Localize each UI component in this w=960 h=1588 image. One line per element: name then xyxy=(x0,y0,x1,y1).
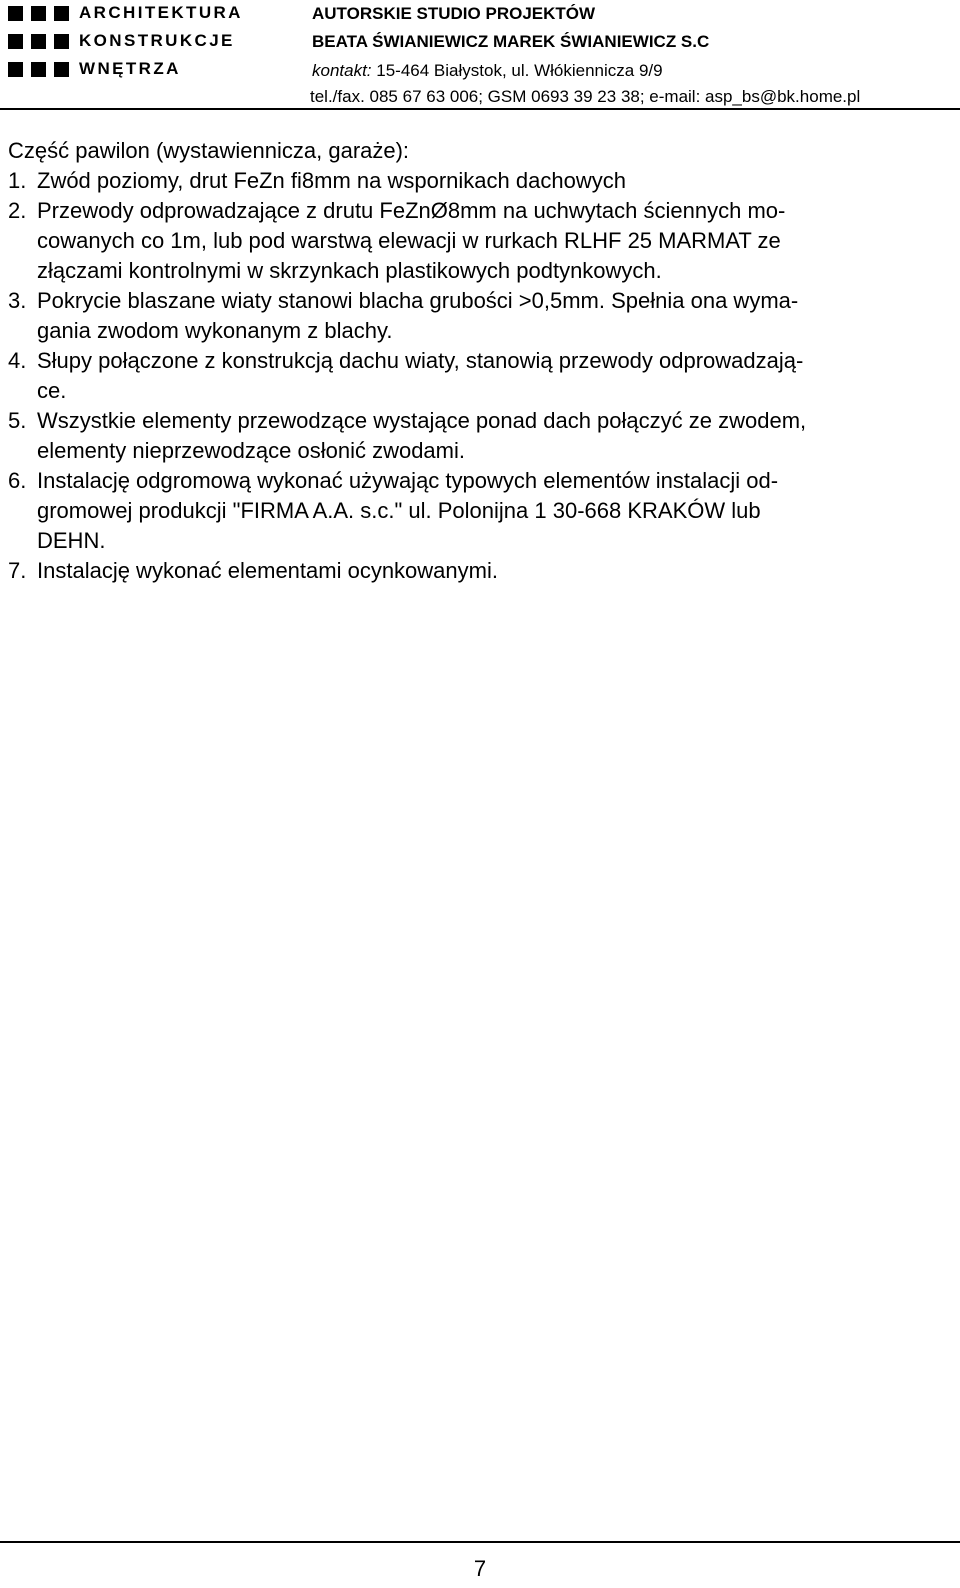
page-number: 7 xyxy=(473,1556,487,1581)
list-item xyxy=(8,286,948,346)
square-bullet-icon xyxy=(31,62,46,77)
square-bullet-icon xyxy=(54,62,69,77)
list-item-number: 5. xyxy=(8,408,27,433)
list-item xyxy=(8,556,948,586)
discipline-row-architecture xyxy=(8,4,243,22)
square-bullet-icon xyxy=(8,62,23,77)
square-bullet-icon xyxy=(54,34,69,49)
list-item-text xyxy=(37,346,948,406)
square-bullet-icon xyxy=(54,6,69,21)
discipline-row-construction xyxy=(8,32,235,50)
list-item-number: 2. xyxy=(8,198,27,223)
list-item-text xyxy=(37,286,948,346)
text-line: Instalację wykonać elementami ocynkowanymi. xyxy=(37,558,498,583)
square-bullet-icon xyxy=(8,34,23,49)
list-item xyxy=(8,346,948,406)
list-item xyxy=(8,406,948,466)
list-item-text xyxy=(37,166,948,196)
list-item-number: 6. xyxy=(8,468,27,493)
text-line: Pokrycie blaszane wiaty stanowi blacha grubości >0,5mm. Spełnia ona wyma- xyxy=(37,288,799,313)
list-item-number: 3. xyxy=(8,288,27,313)
studio-owners: BEATA ŚWIANIEWICZ MAREK ŚWIANIEWICZ S.C xyxy=(312,32,710,51)
contact-label: kontakt: xyxy=(312,61,372,80)
studio-name: AUTORSKIE STUDIO PROJEKTÓW xyxy=(312,4,596,23)
header-divider xyxy=(0,108,960,110)
discipline-label: ARCHITEKTURA xyxy=(79,3,243,22)
list-item xyxy=(8,166,948,196)
footer-divider xyxy=(0,1541,960,1543)
text-line: Słupy połączone z konstrukcją dachu wiaty, stanowią przewody odprowadzają- xyxy=(37,348,804,373)
discipline-label: KONSTRUKCJE xyxy=(79,31,235,50)
square-bullet-icon xyxy=(31,6,46,21)
contact-address: 15-464 Białystok, ul. Włókiennicza 9/9 xyxy=(371,61,663,80)
list-item-text xyxy=(37,196,948,286)
text-line: gania zwodom wykonanym z blachy. xyxy=(37,318,393,343)
studio-contact xyxy=(312,61,663,81)
list-item-text xyxy=(37,556,948,586)
discipline-label: WNĘTRZA xyxy=(79,59,181,78)
list-item-number: 7. xyxy=(8,558,27,583)
square-bullet-icon xyxy=(31,34,46,49)
text-line: cowanych co 1m, lub pod warstwą elewacji w rurkach RLHF 25 MARMAT ze xyxy=(37,228,781,253)
list-item-text xyxy=(37,406,948,466)
text-line: DEHN. xyxy=(37,528,106,553)
list-item xyxy=(8,196,948,286)
studio-phones: tel./fax. 085 67 63 006; GSM 0693 39 23 38; e-mail: asp_bs@bk.home.pl xyxy=(310,87,861,106)
section-intro: Część pawilon (wystawiennicza, garaże): xyxy=(8,138,410,163)
text-line: ce. xyxy=(37,378,67,403)
text-line: Wszystkie elementy przewodzące wystające ponad dach połączyć ze zwodem, xyxy=(37,408,807,433)
square-bullet-icon xyxy=(8,6,23,21)
text-line: Przewody odprowadzające z drutu FeZnØ8mm na uchwytach ściennych mo- xyxy=(37,198,786,223)
text-line: gromowej produkcji "FIRMA A.A. s.c." ul. Polonijna 1 30-668 KRAKÓW lub xyxy=(37,498,761,523)
letterhead xyxy=(0,0,960,110)
document-body xyxy=(8,136,948,586)
list-item xyxy=(8,466,948,556)
discipline-row-interiors xyxy=(8,60,181,78)
text-line: złączami kontrolnymi w skrzynkach plastikowych podtynkowych. xyxy=(37,258,662,283)
list-item-number: 1. xyxy=(8,168,27,193)
text-line: elementy nieprzewodzące osłonić zwodami. xyxy=(37,438,465,463)
text-line: Zwód poziomy, drut FeZn fi8mm na wspornikach dachowych xyxy=(37,168,626,193)
list-item-text xyxy=(37,466,948,556)
list-item-number: 4. xyxy=(8,348,27,373)
text-line: Instalację odgromową wykonać używając typowych elementów instalacji od- xyxy=(37,468,779,493)
